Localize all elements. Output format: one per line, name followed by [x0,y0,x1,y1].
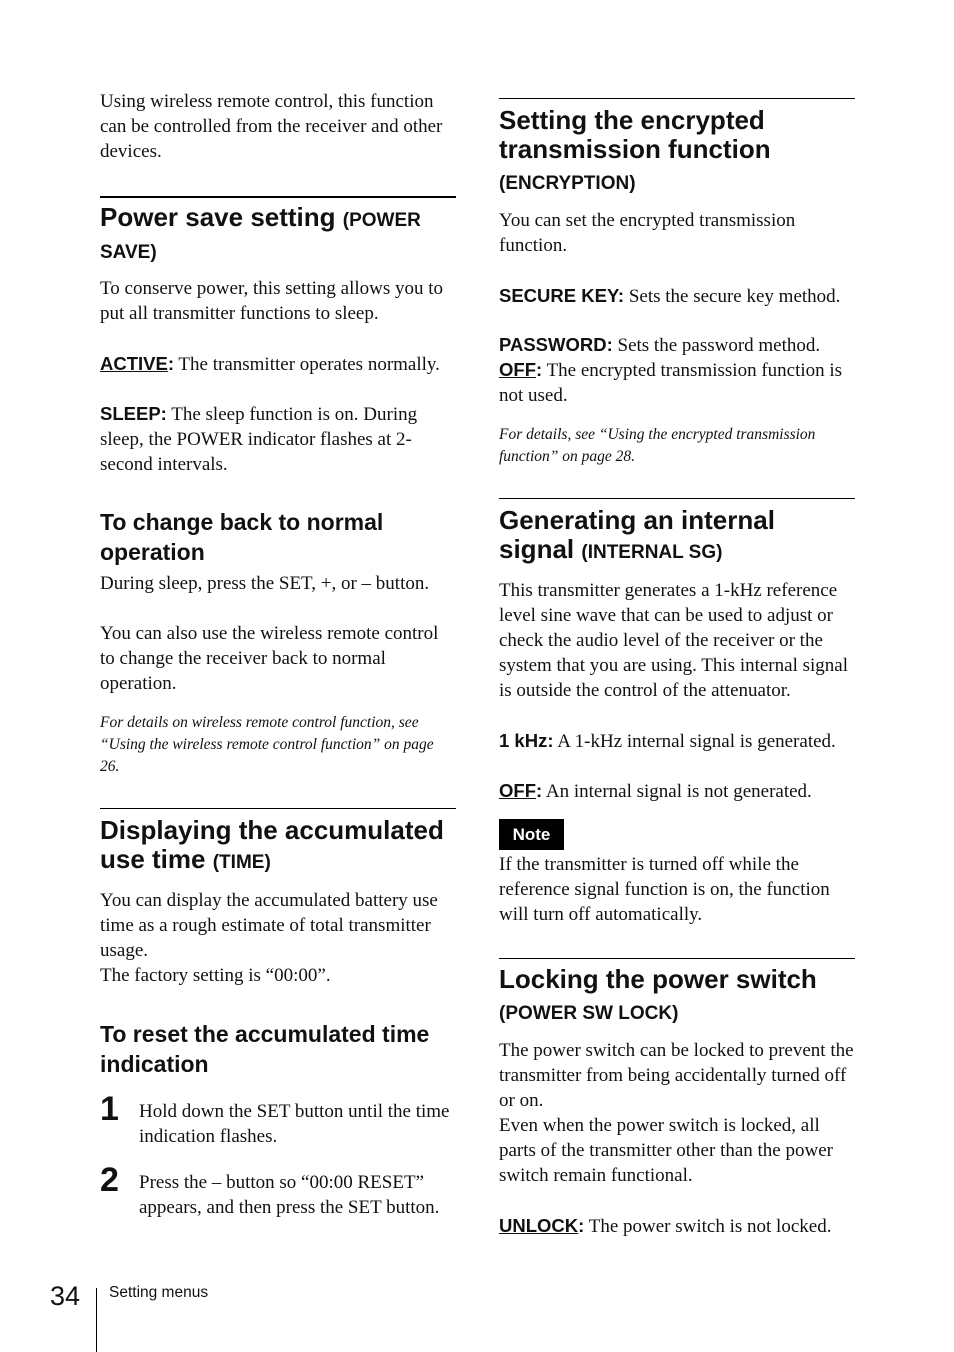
page-number: 34 [50,1281,81,1311]
encryption-option-password [499,332,855,358]
secure-key-term: SECURE KEY: [499,285,625,306]
power-lock-paragraph-2: Even when the power switch is locked, all parts of the transmitter other than the power switch remain functional. [499,1115,833,1186]
section-divider [100,196,456,198]
step-text: Press the – button so “00:00 RESET” appears, and then press the SET button. [139,1172,440,1218]
power-lock-title: Locking the power switch [499,964,817,994]
off-text: An internal signal is not generated. [542,781,812,802]
power-lock-option-unlock: UNLOCK: The power switch is not locked. [499,1215,832,1237]
encryption-description: You can set the encrypted transmission function. [499,210,796,256]
change-back-paragraph-1: During sleep, press the SET, +, or – button. [100,573,430,594]
power-lock-paragraph-1: The power switch can be locked to prevent the transmitter from being accidentally turned off or on. [499,1040,854,1111]
reset-time-heading: To reset the accumulated time indication [100,1021,430,1077]
power-save-option-active: ACTIVE: The transmitter operates normally. [100,353,440,375]
active-text: The transmitter operates normally. [174,354,440,375]
internal-sg-description: This transmitter generates a 1-kHz reference level sine wave that can be used to adjust or check the audio level of the receiver or the system that you are using. This internal signal is outside the control of the attenuator. [499,580,848,701]
sleep-term: SLEEP: [100,403,167,424]
footer-divider [96,1288,97,1352]
step-2 [100,1163,456,1248]
off-term: OFF [499,359,536,380]
change-back-reference-note: For details on wireless remote control function, see “Using the wireless remote control function” on page 26. [100,714,434,775]
note-text: If the transmitter is turned off while the reference signal function is on, the function will turn off automatically. [499,854,830,925]
power-lock-param: (POWER SW LOCK) [499,1003,679,1024]
power-save-title: Power save setting [100,202,336,232]
footer-section-label: Setting menus [109,1284,209,1301]
khz-text: A 1-kHz internal signal is generated. [553,731,836,752]
power-save-option-sleep [100,401,456,477]
encryption-reference-note: For details, see “Using the encrypted transmission function” on page 28. [499,426,816,465]
internal-sg-heading [499,506,855,567]
power-save-description: To conserve power, this setting allows you to put all transmitter functions to sleep. [100,278,444,324]
off-text: The encrypted transmission function is not used. [499,360,843,406]
power-save-heading [100,203,456,267]
section-divider [499,98,855,99]
off-term: OFF [499,780,536,801]
step-text: Hold down the SET button until the time indication flashes. [139,1101,450,1147]
display-time-heading [100,816,456,877]
note-label: Note [499,819,564,850]
password-term: PASSWORD: [499,334,613,355]
unlock-text: The power switch is not locked. [584,1216,832,1237]
step-number: 2 [100,1161,119,1199]
active-term: ACTIVE [100,353,168,374]
sleep-text: The sleep function is on. During sleep, the POWER indicator flashes at 2-second intervals. [100,404,418,475]
password-text: Sets the password method. [612,335,821,356]
change-back-heading: To change back to normal operation [100,509,384,565]
step-1 [100,1092,456,1152]
encryption-param: (ENCRYPTION) [499,173,636,194]
section-divider [499,958,855,959]
encryption-heading [499,106,855,200]
power-save-param: (POWER SAVE) [100,210,421,263]
encryption-option-secure-key [499,283,855,309]
internal-sg-option-off: OFF: An internal signal is not generated. [499,780,812,802]
display-time-paragraph-1: You can display the accumulated battery use time as a rough estimate of total transmitter usage. [100,890,438,961]
intro-paragraph: Using wireless remote control, this function can be controlled from the receiver and other devices. [100,91,443,162]
display-time-paragraph-2: The factory setting is “00:00”. [100,965,331,986]
display-time-param: (TIME) [212,852,271,873]
section-divider [499,498,855,499]
internal-sg-param: (INTERNAL SG) [581,542,723,563]
change-back-paragraph-2: You can also use the wireless remote control to change the receiver back to normal operation. [100,623,439,694]
encryption-option-off: OFF: The encrypted transmission function is not used. [499,359,843,406]
internal-sg-option-1khz [499,728,855,754]
power-lock-heading [499,965,855,1030]
section-divider [100,808,456,809]
step-number: 1 [100,1090,119,1128]
encryption-title: Setting the encrypted transmission function [499,105,771,164]
display-time-title: Displaying the accumulated use time [100,815,444,874]
secure-key-text: Sets the secure key method. [624,286,841,307]
khz-term: 1 kHz: [499,730,554,751]
internal-sg-title: Generating an internal signal [499,505,775,564]
unlock-term: UNLOCK [499,1215,579,1236]
